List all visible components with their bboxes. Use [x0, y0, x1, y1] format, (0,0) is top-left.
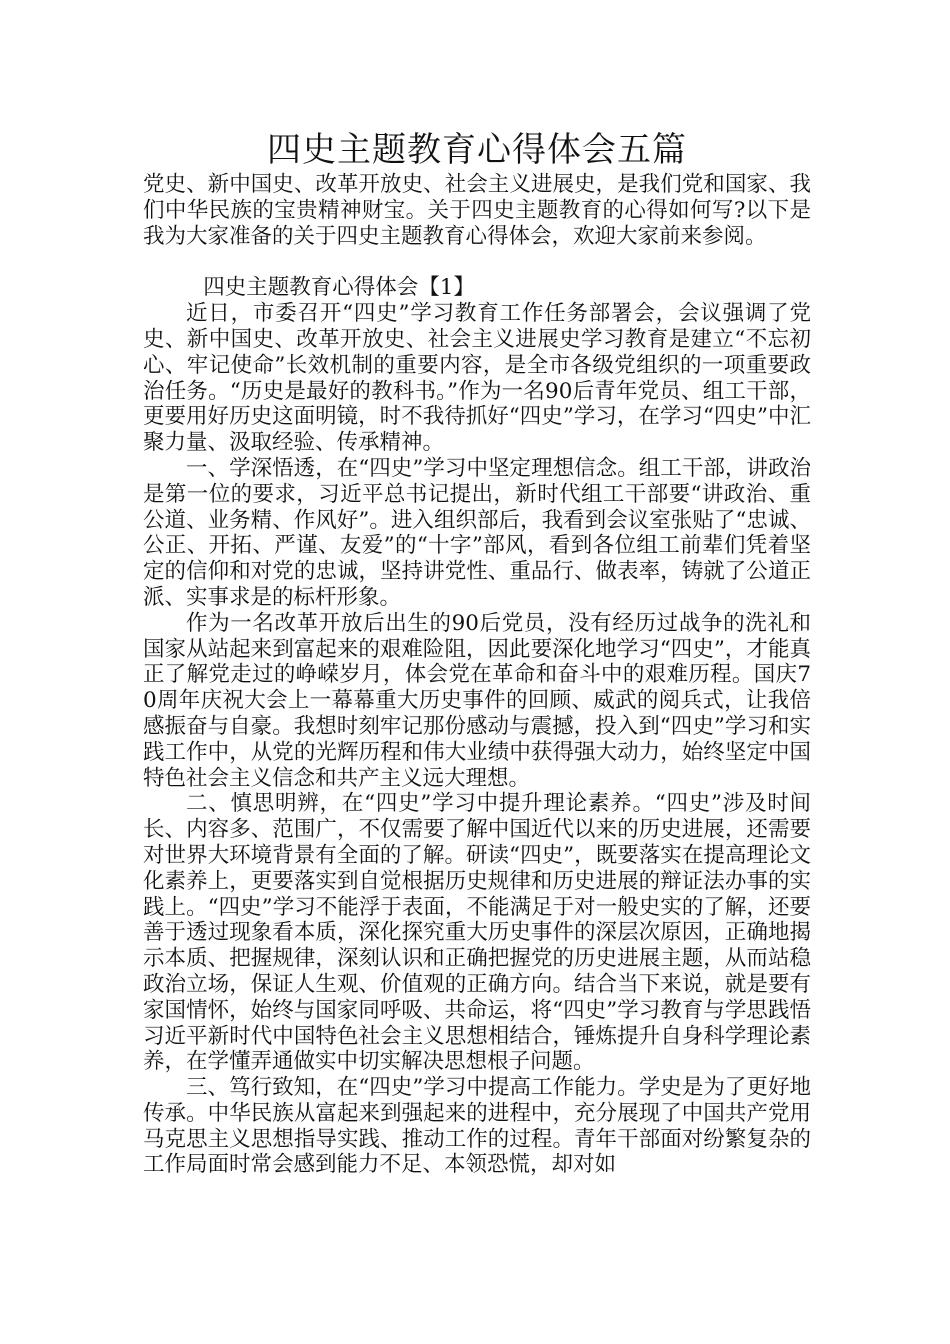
document-title: 四史主题教育心得体会五篇 — [267, 130, 687, 170]
section-heading: 四史主题教育心得体会【1】 — [203, 275, 475, 301]
body-paragraph: 作为一名改革开放后出生的90后党员，没有经历过战争的洗礼和国家从站起来到富起来的艰难险阻，因此要深化地学习“四史”，才能真正了解党走过的峥嵘岁月，体会党在革命和奋斗中的艰难历程。国庆70周年庆祝大会上一幕幕重大历史事件的回顾、威武的阅兵式，让我倍感振奋与自豪。我想时刻牢记那份感动与震撼，投入到“四史”学习和实践工作中，从党的光辉历程和伟大业绩中获得强大动力，始终坚定中国特色社会主义信念和共产主义远大理想。 — [143, 610, 811, 791]
intro-paragraph: 党史、新中国史、改革开放史、社会主义进展史，是我们党和国家、我们中华民族的宝贵精神财宝。关于四史主题教育的心得如何写?以下是我为大家准备的关于四史主题教育心得体会，欢迎大家前来参阅。 — [143, 172, 811, 249]
body-paragraph: 一、学深悟透，在“四史”学习中坚定理想信念。组工干部，讲政治是第一位的要求，习近平总书记提出，新时代组工干部要“讲政治、重公道、业务精、作风好”。进入组织部后，我看到会议室张贴了“忠诚、公正、开拓、严谨、友爱”的“十字”部风，看到各位组工前辈们凭着坚定的信仰和对党的忠诚，坚持讲党性、重品行、做表率，铸就了公道正派、实事求是的标杆形象。 — [143, 455, 811, 610]
body-paragraph: 三、笃行致知，在“四史”学习中提高工作能力。学史是为了更好地传承。中华民族从富起来到强起来的进程中，充分展现了中国共产党用马克思主义思想指导实践、推动工作的过程。青年干部面对纷繁复杂的工作局面时常会感到能力不足、本领恐慌，却对如 — [143, 1075, 811, 1178]
body-paragraph: 近日，市委召开“四史”学习教育工作任务部署会，会议强调了党史、新中国史、改革开放史、社会主义进展史学习教育是建立“不忘初心、牢记使命”长效机制的重要内容，是全市各级党组织的一项重要政治任务。“历史是最好的教科书。”作为一名90后青年党员、组工干部，更要用好历史这面明镜，时不我待抓好“四史”学习，在学习“四史”中汇聚力量、汲取经验、传承精神。 — [143, 301, 811, 456]
document-page — [143, 128, 811, 1178]
body-paragraph: 二、慎思明辨，在“四史”学习中提升理论素养。“四史”涉及时间长、内容多、范围广，不仅需要了解中国近代以来的历史进展，还需要对世界大环境背景有全面的了解。研读“四史”，既要落实在提高理论文化素养上，更要落实到自觉根据历史规律和历史进展的辩证法办事的实践上。“四史”学习不能浮于表面，不能满足于对一般史实的了解，还要善于透过现象看本质，深化探究重大历史事件的深层次原因，正确地揭示本质、把握规律，深刻认识和正确把握党的历史进展主题，从而站稳政治立场，保证人生观、价值观的正确方向。结合当下来说，就是要有家国情怀，始终与国家同呼吸、共命运，将“四史”学习教育与学思践悟习近平新时代中国特色社会主义思想相结合，锤炼提升自身科学理论素养，在学懂弄通做实中切实解决思想根子问题。 — [143, 791, 811, 1075]
